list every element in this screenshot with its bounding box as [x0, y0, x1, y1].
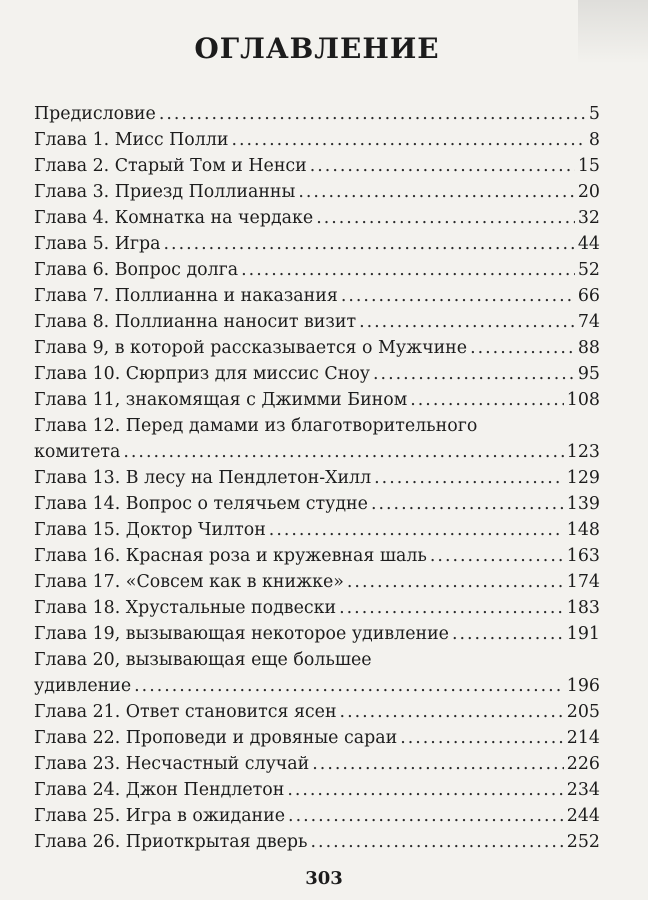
table-of-contents [34, 101, 600, 855]
toc-entry-title: Глава 16. Красная роза и кружевная шаль [34, 546, 427, 566]
toc-entry [34, 257, 600, 283]
toc-entry [34, 231, 600, 257]
toc-entry [34, 309, 600, 335]
dot-leader [339, 595, 564, 621]
toc-entry-page: 8 [588, 130, 600, 150]
toc-entry-page: 88 [577, 338, 600, 358]
toc-entry-title: Глава 23. Несчастный случай [34, 754, 310, 774]
toc-entry-page: 205 [566, 702, 600, 722]
toc-entry-continued [34, 439, 600, 465]
dot-leader [470, 335, 575, 361]
toc-entry-title-continued: комитета [34, 442, 121, 462]
toc-entry-title: Глава 25. Игра в ожидание [34, 806, 286, 826]
toc-entry [34, 777, 600, 803]
dot-leader [269, 517, 564, 543]
toc-entry [34, 699, 600, 725]
toc-entry-page: 74 [577, 312, 600, 332]
dot-leader [430, 543, 564, 569]
page-title: ОГЛАВЛЕНИЕ [194, 32, 440, 65]
toc-entry-page: 214 [566, 728, 600, 748]
toc-entry-title-continued: удивление [34, 676, 132, 696]
dot-leader [164, 231, 575, 257]
toc-entry-title: Глава 6. Вопрос долга [34, 260, 239, 280]
toc-entry [34, 569, 600, 595]
toc-entry-title: Глава 21. Ответ становится ясен [34, 702, 337, 722]
toc-entry-title: Глава 13. В лесу на Пендлетон-Хилл [34, 468, 372, 488]
toc-entry-page: 244 [566, 806, 600, 826]
toc-entry-title: Глава 4. Комнатка на чердаке [34, 208, 314, 228]
toc-entry-title: Глава 2. Старый Том и Ненси [34, 156, 307, 176]
toc-entry-title: Глава 5. Игра [34, 234, 161, 254]
dot-leader [310, 153, 575, 179]
toc-entry-title: Глава 3. Приезд Поллианны [34, 182, 296, 202]
dot-leader [340, 699, 564, 725]
toc-entry-title: Глава 20, вызывающая еще большее [34, 650, 372, 670]
dot-leader [298, 179, 575, 205]
toc-entry-title: Глава 1. Мисс Полли [34, 130, 229, 150]
dot-leader [371, 491, 564, 517]
toc-entry-page: 129 [566, 468, 600, 488]
dot-leader [410, 387, 564, 413]
toc-entry [34, 465, 600, 491]
toc-entry-page: 196 [566, 676, 600, 696]
toc-entry [34, 595, 600, 621]
toc-entry [34, 283, 600, 309]
toc-entry [34, 387, 600, 413]
toc-entry [34, 491, 600, 517]
toc-entry-title: Глава 26. Приоткрытая дверь [34, 832, 308, 852]
toc-entry [34, 127, 600, 153]
dot-leader [311, 829, 564, 855]
toc-entry [34, 647, 600, 673]
toc-entry [34, 543, 600, 569]
dot-leader [241, 257, 575, 283]
page-number: 303 [305, 868, 343, 889]
toc-entry-page: 15 [577, 156, 600, 176]
toc-entry-title: Глава 8. Поллианна наносит визит [34, 312, 357, 332]
toc-entry-title: Глава 22. Проповеди и дровяные сараи [34, 728, 398, 748]
toc-entry-title: Глава 10. Сюрприз для миссис Сноу [34, 364, 371, 384]
toc-entry-title: Глава 12. Перед дамами из благотворительного [34, 416, 478, 436]
toc-entry-page: 163 [566, 546, 600, 566]
toc-entry-page: 191 [566, 624, 600, 644]
toc-entry [34, 153, 600, 179]
toc-entry [34, 413, 600, 439]
toc-entry-title: Глава 17. «Совсем как в книжке» [34, 572, 344, 592]
toc-page [34, 28, 600, 855]
toc-entry [34, 101, 600, 127]
dot-leader [341, 283, 575, 309]
dot-leader [374, 465, 564, 491]
dot-leader [316, 205, 575, 231]
toc-entry-page: 44 [577, 234, 600, 254]
toc-entry-title: Глава 9, в которой рассказывается о Мужчине [34, 338, 468, 358]
toc-entry-continued [34, 673, 600, 699]
toc-entry-title: Глава 7. Поллианна и наказания [34, 286, 338, 306]
toc-entry [34, 205, 600, 231]
dot-leader [288, 803, 564, 829]
toc-entry-page: 20 [577, 182, 600, 202]
toc-entry-title: Глава 11, знакомящая с Джимми Бином [34, 390, 408, 410]
toc-entry [34, 517, 600, 543]
dot-leader [312, 751, 564, 777]
toc-entry [34, 725, 600, 751]
toc-entry [34, 179, 600, 205]
toc-entry-title: Глава 24. Джон Пендлетон [34, 780, 285, 800]
toc-entry-page: 108 [566, 390, 600, 410]
toc-entry-title: Глава 14. Вопрос о телячьем студне [34, 494, 368, 514]
toc-entry-page: 52 [577, 260, 600, 280]
toc-entry-title: Глава 19, вызывающая некоторое удивление [34, 624, 449, 644]
toc-entry-page: 226 [566, 754, 600, 774]
toc-entry [34, 803, 600, 829]
dot-leader [159, 101, 586, 127]
toc-entry-page: 5 [588, 104, 600, 124]
toc-entry-page: 148 [566, 520, 600, 540]
dot-leader [134, 673, 564, 699]
dot-leader [400, 725, 564, 751]
toc-entry-page: 174 [566, 572, 600, 592]
toc-entry [34, 829, 600, 855]
toc-entry-page: 66 [577, 286, 600, 306]
toc-entry-page: 123 [566, 442, 600, 462]
toc-entry-page: 252 [566, 832, 600, 852]
dot-leader [123, 439, 563, 465]
dot-leader [373, 361, 575, 387]
toc-entry-page: 32 [577, 208, 600, 228]
toc-entry [34, 335, 600, 361]
toc-entry-page: 183 [566, 598, 600, 618]
toc-entry-page: 234 [566, 780, 600, 800]
toc-entry-page: 139 [566, 494, 600, 514]
toc-entry [34, 361, 600, 387]
dot-leader [231, 127, 585, 153]
toc-entry-title: Глава 18. Хрустальные подвески [34, 598, 337, 618]
toc-entry [34, 751, 600, 777]
toc-entry-title: Глава 15. Доктор Чилтон [34, 520, 266, 540]
dot-leader [359, 309, 575, 335]
toc-entry-page: 95 [577, 364, 600, 384]
toc-entry [34, 621, 600, 647]
toc-entry-title: Предисловие [34, 104, 156, 124]
dot-leader [347, 569, 564, 595]
dot-leader [287, 777, 563, 803]
dot-leader [452, 621, 564, 647]
